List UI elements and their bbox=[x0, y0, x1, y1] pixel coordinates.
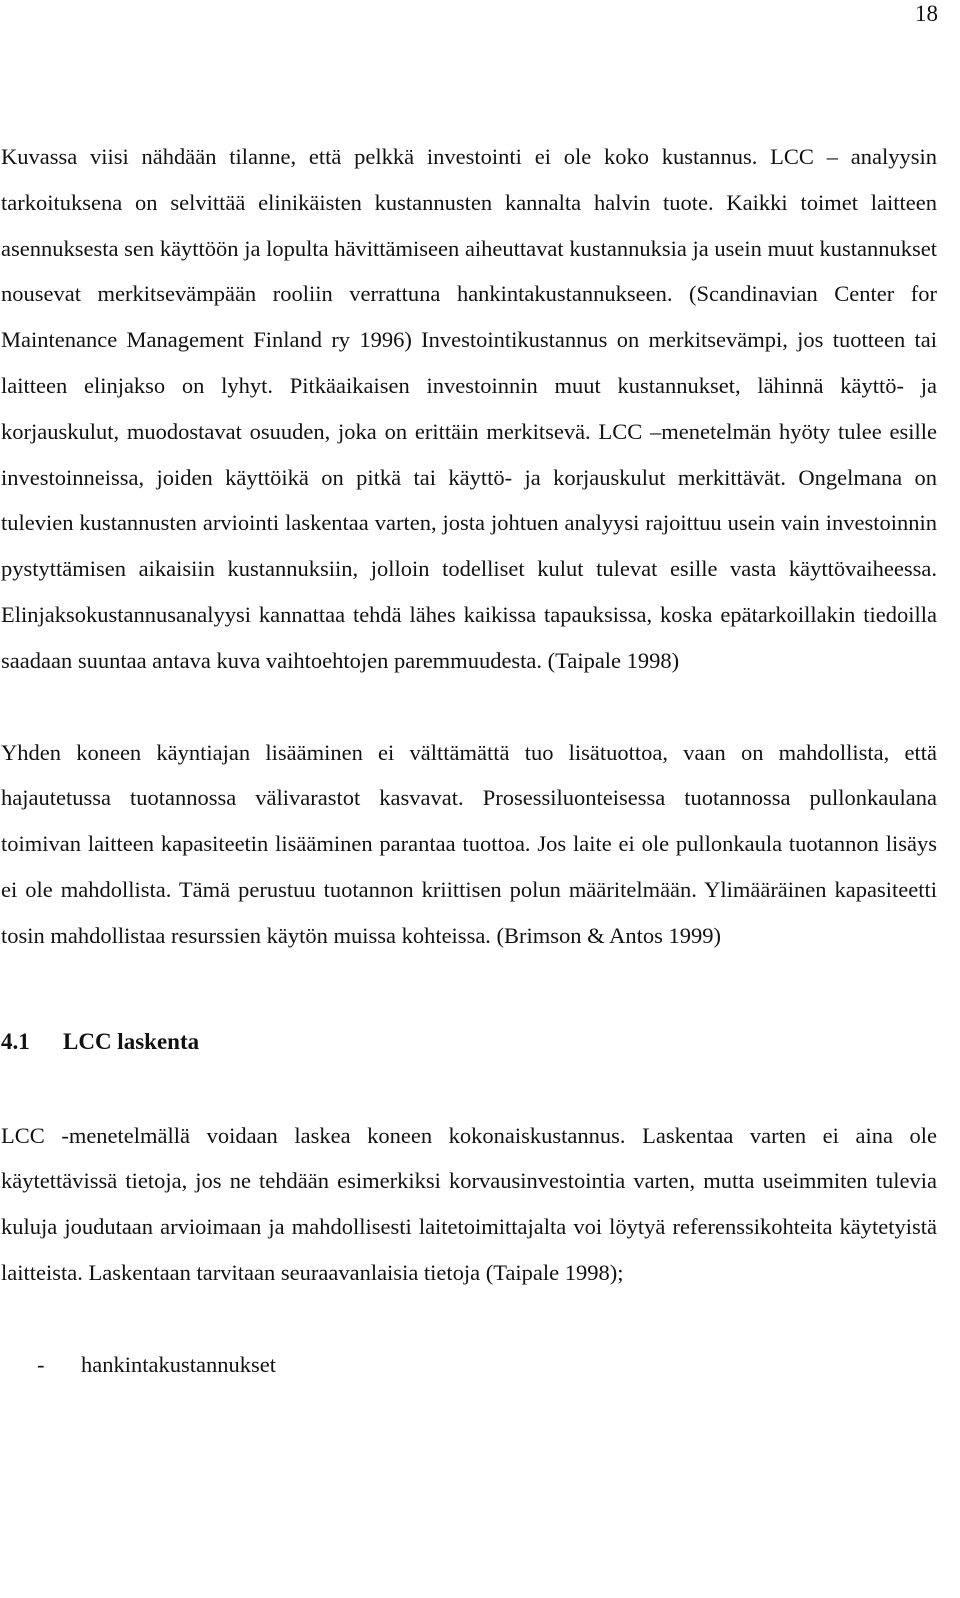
section-title: LCC laskenta bbox=[63, 1028, 200, 1054]
section-number: 4.1 bbox=[1, 1028, 30, 1054]
requirements-list bbox=[1, 1342, 937, 1388]
paragraph-lcc-calculation: LCC -menetelmällä voidaan laskea koneen kokonaiskustannus. Laskentaa varten ei aina ole käytettävissä tietoja, jos ne tehdään esimerkiksi korvausinvestointia varten, mutta useimmiten tulevia kuluja joudutaan arvioimaan ja mahdollisesti laitetoimittajalta voi löytyä referenssikohteita käytetyistä laitteista. Laskentaan tarvitaan seuraavanlaisia tietoja (Taipale 1998); bbox=[1, 1122, 937, 1285]
document-body bbox=[1, 134, 937, 1388]
section-heading bbox=[1, 1019, 937, 1065]
paragraph-lcc-intro: Kuvassa viisi nähdään tilanne, että pelkkä investointi ei ole koko kustannus. LCC – analyysin tarkoituksena on selvittää elinikäisten kustannusten kannalta halvin tuote. Kaikki toimet laitteen asennuksesta sen käyttöön ja lopulta hävittämiseen aiheuttavat kustannuksia ja usein muut kustannukset nousevat merkitsevämpään rooliin verrattuna hankintakustannukseen. (Scandinavian Center for Maintenance Management Finland ry 1996) Investointikustannus on merkitsevämpi, jos tuotteen tai laitteen elinjakso on lyhyt. Pitkäaikaisen investoinnin muut kustannukset, lähinnä käyttö- ja korjauskulut, muodostavat osuuden, joka on erittäin merkitsevä. LCC –menetelmän hyöty tulee esille investoinneissa, joiden käyttöikä on pitkä tai käyttö- ja korjauskulut merkittävät. Ongelmana on tulevien kustannusten arviointi laskentaa varten, josta johtuen analyysi rajoittuu usein vain investoinnin pystyttämisen aikaisiin kustannuksiin, jolloin todelliset kulut tulevat esille vasta käyttövaiheessa. Elinjaksokustannusanalyysi kannattaa tehdä lähes kaikissa tapauksissa, koska epätarkoillakin tiedoilla saadaan suuntaa antava kuva vaihtoehtojen paremmuudesta. (Taipale 1998) bbox=[1, 144, 937, 673]
page-number: 18 bbox=[915, 1, 938, 26]
list-item bbox=[1, 1342, 937, 1388]
paragraph-machine-runtime: Yhden koneen käyntiajan lisääminen ei välttämättä tuo lisätuottoa, vaan on mahdollista, että hajautetussa tuotannossa välivarastot kasvavat. Prosessiluonteisessa tuotannossa pullonkaulana toimivan laitteen kapasiteetin lisääminen parantaa tuottoa. Jos laite ei ole pullonkaula tuotannon lisäys ei ole mahdollista. Tämä perustuu tuotannon kriittisen polun määritelmään. Ylimääräinen kapasiteetti tosin mahdollistaa resurssien käytön muissa kohteissa. (Brimson & Antos 1999) bbox=[1, 739, 937, 948]
list-marker: - bbox=[37, 1351, 45, 1377]
list-item-text: hankintakustannukset bbox=[81, 1351, 276, 1377]
